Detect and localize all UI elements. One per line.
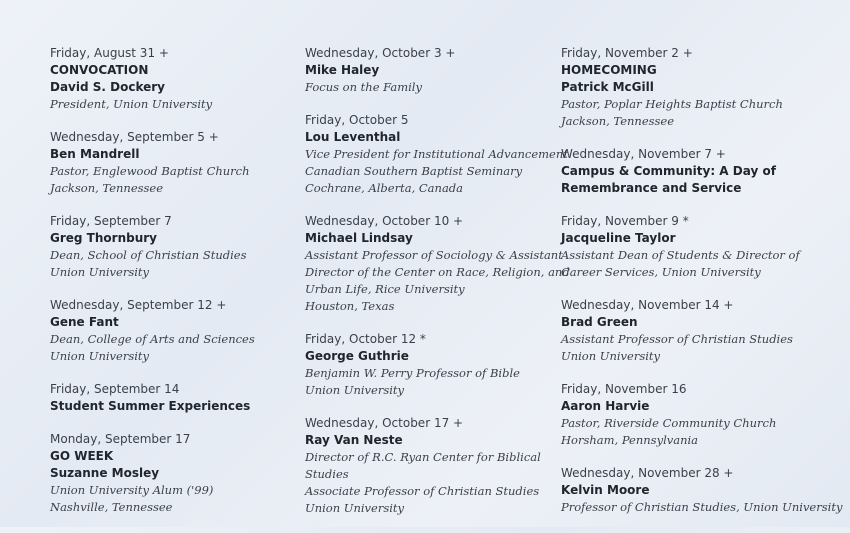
- entry-detail: Associate Professor of Christian Studies: [305, 484, 540, 498]
- entry-detail: President, Union University: [50, 97, 213, 111]
- entry-detail: Focus on the Family: [305, 80, 422, 94]
- entry-detail: Nashville, Tennessee: [50, 500, 173, 514]
- entry-detail: Pastor, Englewood Baptist Church: [50, 164, 250, 178]
- entry-detail: Union University: [305, 501, 405, 515]
- entry-title: Remembrance and Service: [561, 181, 742, 195]
- entry-title: CONVOCATION: [50, 63, 149, 77]
- entry-detail: Houston, Texas: [305, 299, 395, 313]
- schedule-column-august-september: [50, 45, 305, 532]
- entry-date: Friday, November 9 *: [561, 214, 689, 228]
- entry-date: Wednesday, November 7 +: [561, 147, 726, 161]
- entry-title: Aaron Harvie: [561, 399, 650, 413]
- entry-date: Friday, November 2 +: [561, 46, 693, 60]
- entry-detail: Assistant Dean of Students & Director of: [561, 248, 800, 262]
- entry-detail: Dean, School of Christian Studies: [50, 248, 247, 262]
- entry-title: HOMECOMING: [561, 63, 657, 77]
- entry-date: Friday, November 16: [561, 382, 687, 396]
- schedule-column-november: [561, 45, 846, 532]
- schedule-entry: [305, 213, 570, 315]
- entry-detail: Vice President for Institutional Advancement: [305, 147, 568, 161]
- entry-title: Gene Fant: [50, 315, 119, 329]
- entry-date: Wednesday, September 12 +: [50, 298, 227, 312]
- schedule-entry: [50, 45, 305, 113]
- entry-title: George Guthrie: [305, 349, 409, 363]
- entry-detail: Director of the Center on Race, Religion, and: [305, 265, 570, 279]
- entry-detail: Career Services, Union University: [561, 265, 761, 279]
- schedule-entry: [50, 129, 305, 197]
- schedule-entry: [305, 415, 560, 517]
- entry-detail: Horsham, Pennsylvania: [561, 433, 699, 447]
- entry-title: Greg Thornbury: [50, 231, 157, 245]
- entry-title: Mike Haley: [305, 63, 380, 77]
- entry-detail: Studies: [305, 467, 349, 481]
- schedule-entry: [561, 146, 846, 197]
- schedule-entry: [305, 45, 560, 96]
- entry-detail: Union University: [50, 349, 150, 363]
- entry-date: Wednesday, October 17 +: [305, 416, 464, 430]
- entry-title: GO WEEK: [50, 449, 114, 463]
- schedule-column-october: [305, 45, 570, 533]
- entry-detail: Cochrane, Alberta, Canada: [305, 181, 464, 195]
- entry-date: Wednesday, October 10 +: [305, 214, 464, 228]
- entry-date: Friday, August 31 +: [50, 46, 169, 60]
- schedule-entry: [50, 431, 305, 516]
- entry-detail: Pastor, Poplar Heights Baptist Church: [561, 97, 783, 111]
- entry-detail: Canadian Southern Baptist Seminary: [305, 164, 523, 178]
- entry-detail: Union University: [50, 265, 150, 279]
- entry-detail: Union University: [305, 383, 405, 397]
- entry-date: Wednesday, October 3 +: [305, 46, 456, 60]
- entry-detail: Jackson, Tennessee: [561, 114, 675, 128]
- entry-title: Student Summer Experiences: [50, 399, 251, 413]
- schedule-entry: [561, 297, 846, 365]
- schedule-entry: [305, 112, 568, 197]
- schedule-entry: [561, 465, 846, 516]
- entry-detail: Union University: [561, 349, 661, 363]
- entry-date: Wednesday, November 14 +: [561, 298, 734, 312]
- entry-detail: Assistant Professor of Christian Studies: [561, 332, 793, 346]
- entry-title: Ray Van Neste: [305, 433, 403, 447]
- entry-detail: Union University Alum ('99): [50, 483, 214, 497]
- entry-title: Kelvin Moore: [561, 483, 650, 497]
- entry-title: Ben Mandrell: [50, 147, 140, 161]
- schedule-entry: [305, 331, 560, 399]
- entry-date: Monday, September 17: [50, 432, 191, 446]
- entry-title: Brad Green: [561, 315, 638, 329]
- schedule-entry: [561, 213, 846, 281]
- schedule-entry: [50, 213, 305, 281]
- entry-detail: Urban Life, Rice University: [305, 282, 465, 296]
- schedule-entry: [561, 45, 846, 130]
- entry-date: Friday, October 12 *: [305, 332, 426, 346]
- entry-title: Jacqueline Taylor: [561, 231, 676, 245]
- entry-title: Patrick McGill: [561, 80, 654, 94]
- entry-title: David S. Dockery: [50, 80, 165, 94]
- entry-date: Friday, October 5: [305, 113, 409, 127]
- schedule-entry: [50, 381, 305, 415]
- entry-detail: Benjamin W. Perry Professor of Bible: [305, 366, 520, 380]
- entry-date: Wednesday, November 28 +: [561, 466, 734, 480]
- entry-date: Friday, September 14: [50, 382, 180, 396]
- entry-title: Lou Leventhal: [305, 130, 401, 144]
- entry-detail: Director of R.C. Ryan Center for Biblical: [305, 450, 541, 464]
- entry-detail: Dean, College of Arts and Sciences: [50, 332, 255, 346]
- entry-detail: Pastor, Riverside Community Church: [561, 416, 777, 430]
- entry-date: Friday, September 7: [50, 214, 172, 228]
- entry-detail: Assistant Professor of Sociology & Assistant: [305, 248, 563, 262]
- entry-date: Wednesday, September 5 +: [50, 130, 219, 144]
- entry-detail: Jackson, Tennessee: [50, 181, 164, 195]
- entry-title: Suzanne Mosley: [50, 466, 160, 480]
- schedule-entry: [50, 297, 305, 365]
- schedule-entry: [561, 381, 846, 449]
- entry-detail: Professor of Christian Studies, Union University: [561, 500, 843, 514]
- entry-title: Michael Lindsay: [305, 231, 413, 245]
- entry-title: Campus & Community: A Day of: [561, 164, 776, 178]
